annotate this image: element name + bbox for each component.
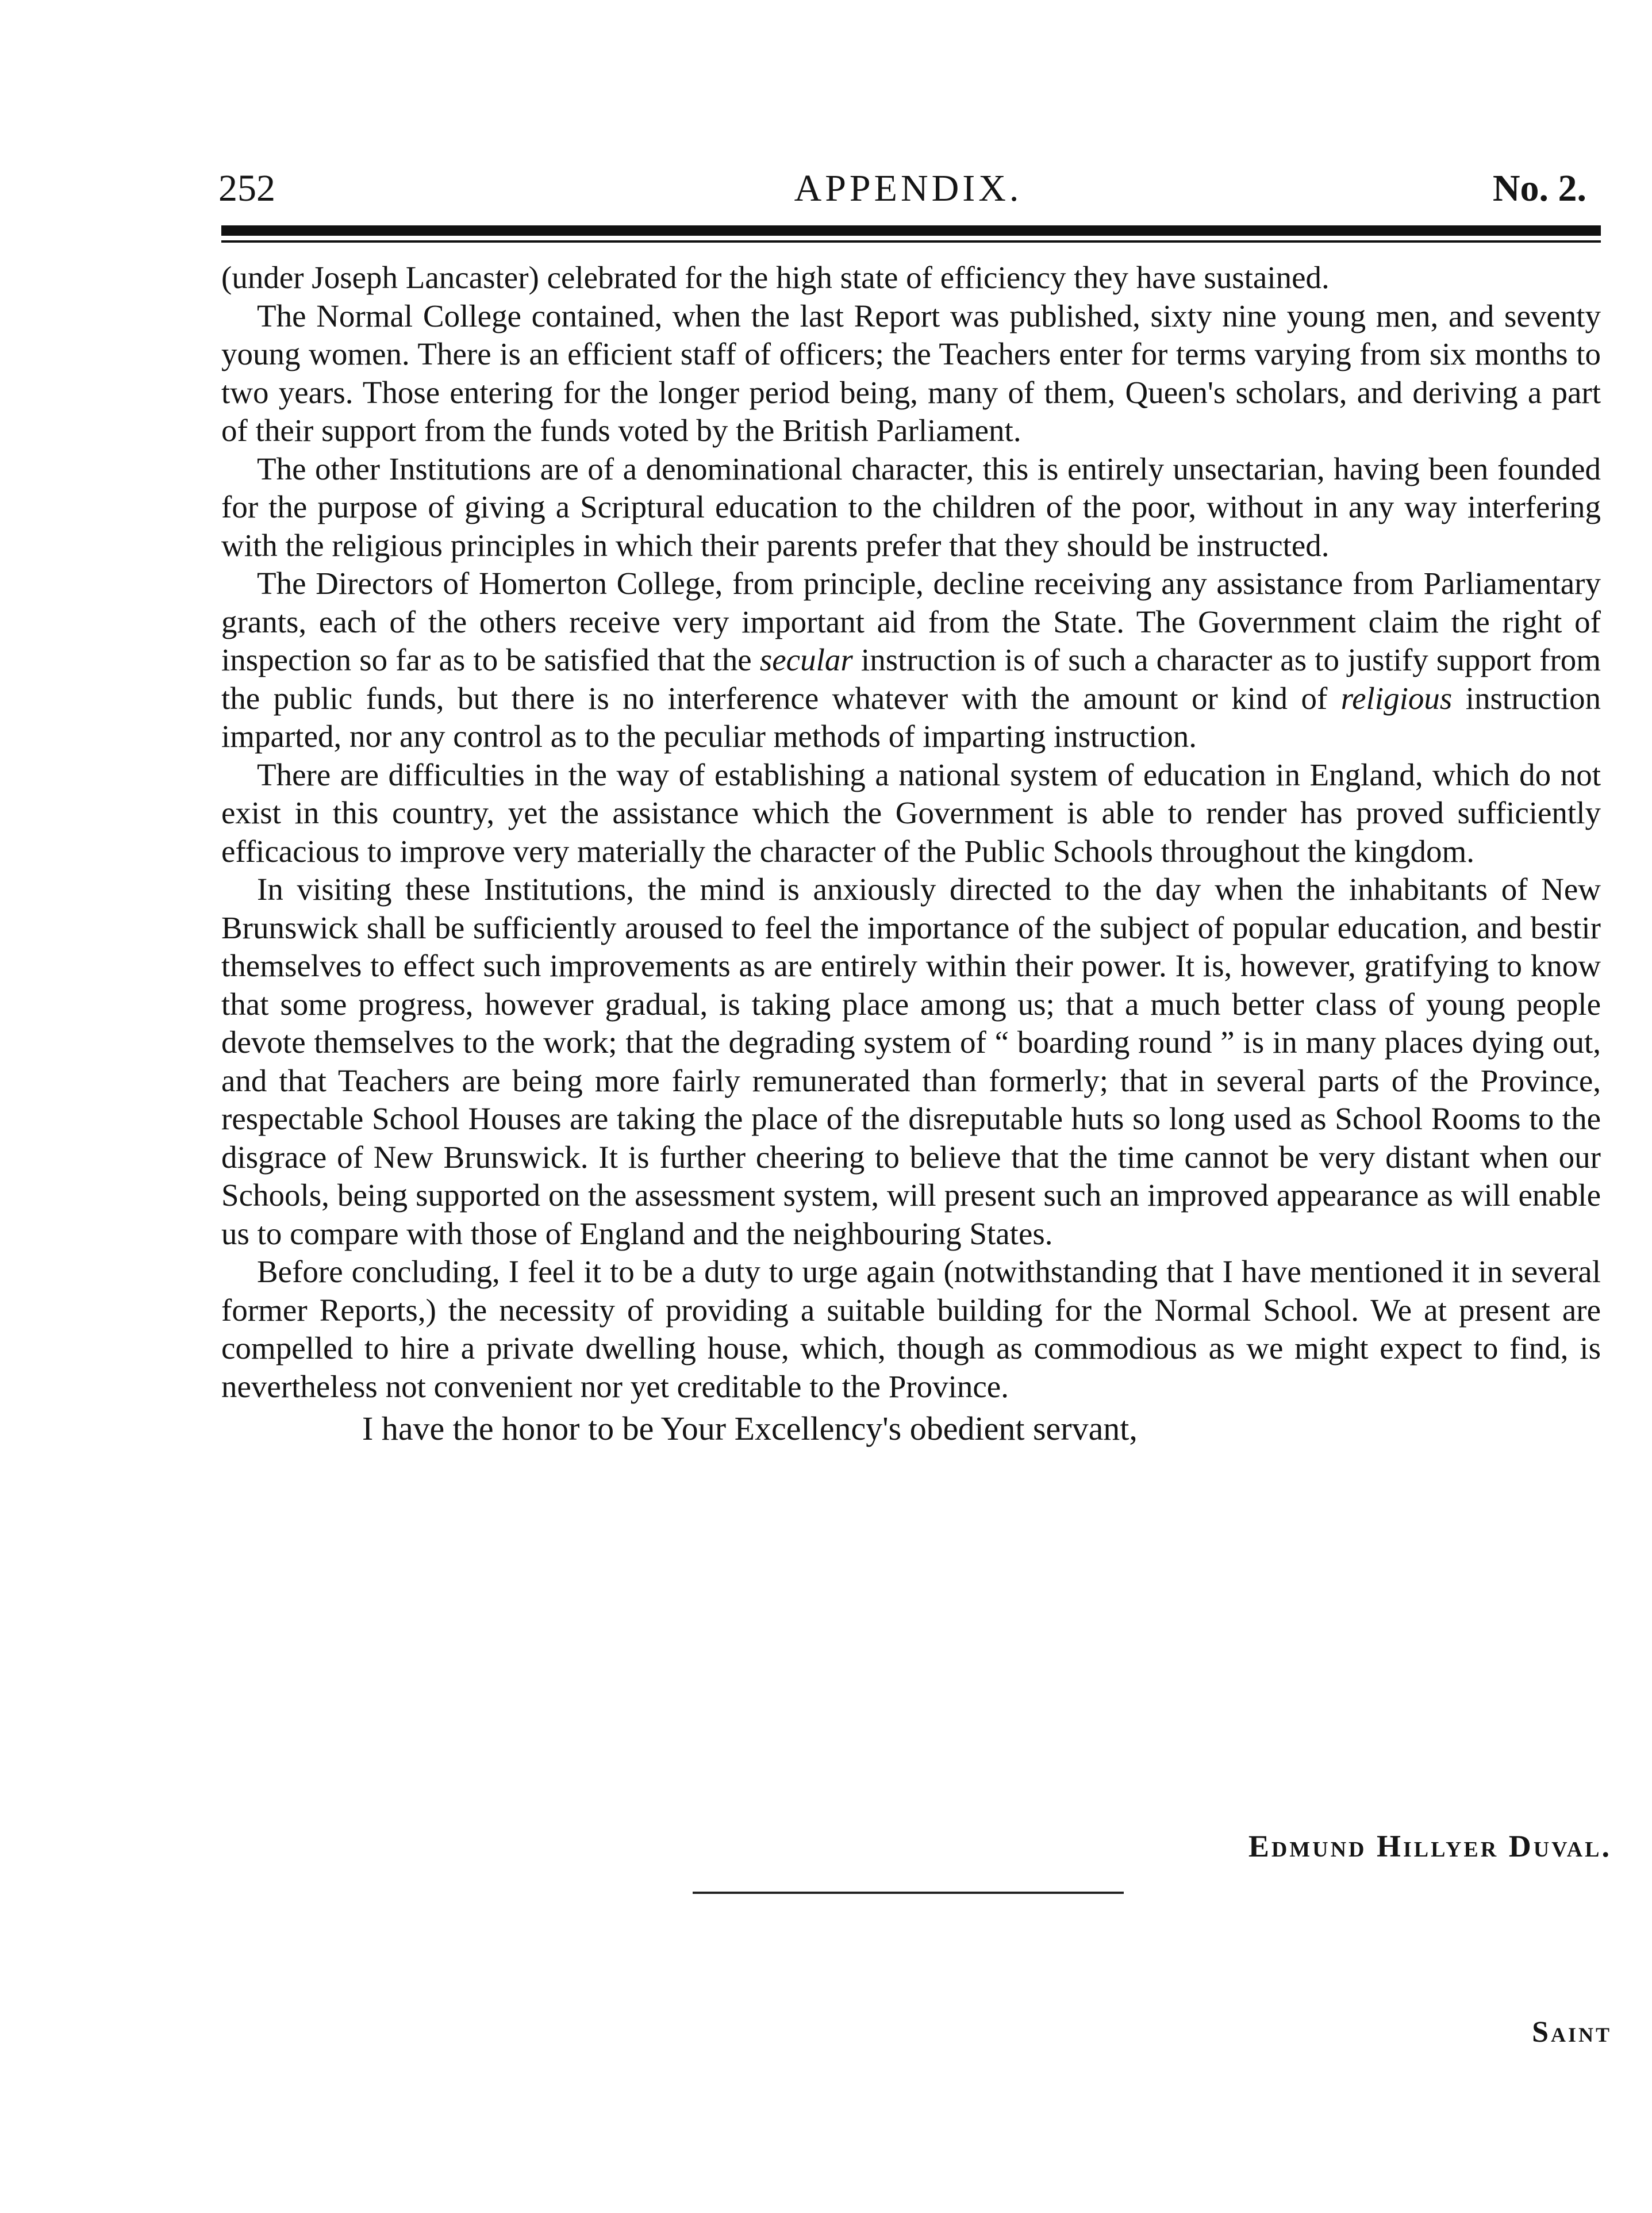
paragraph-homerton-college bbox=[221, 565, 1601, 756]
closing-line: I have the honor to be Your Excellency's obedient servant, bbox=[362, 1410, 1138, 1447]
italic-word-religious: religious bbox=[1340, 680, 1453, 716]
page-number: 252 bbox=[218, 167, 275, 209]
body-text bbox=[221, 259, 1601, 1452]
header-rule-thin bbox=[221, 240, 1601, 243]
paragraph-text: The Directors of Homerton College, from principle, decline receiving any assistance from Parliamentary grants, each of the others receive very important aid from the State. The Government claim the right of inspection so far as to be satisfied that the bbox=[221, 566, 1601, 677]
paragraph-national-system: There are difficulties in the way of establishing a national system of education in England, which do not exist in this country, yet the assistance which the Government is able to render has proved sufficiently efficacious to improve very materially the character of the Public Schools throughout the kingdom. bbox=[221, 757, 1601, 869]
signature: Edmund Hillyer Duval. bbox=[1248, 1829, 1612, 1863]
paragraph-other-institutions: The other Institutions are of a denominational character, this is entirely unsectarian, having been founded for the purpose of giving a Scriptural education to the children of the poor, without in any way interfering with the religious principles in which their parents prefer that they should be instructed. bbox=[221, 451, 1601, 563]
catchword: Saint bbox=[1532, 2016, 1612, 2049]
paragraph-text: instruction imparted, nor any control as to the peculiar methods of imparting instruction. bbox=[221, 680, 1601, 754]
paragraph-visiting-institutions: In visiting these Institutions, the mind is anxiously directed to the day when the inhabitants of New Brunswick shall be sufficiently aroused to feel the importance of the subject of popular education, and bestir themselves to effect such improvements as are entirely within their power. It is, however, gratifying to know that some progress, however gradual, is taking place among us; that a much better class of young people devote themselves to the work; that the degrading system of “ boarding round ” is in many places dying out, and that Teachers are being more fairly remunerated than formerly; that in several parts of the Province, respectable School Houses are taking the place of the disreputable huts so long used as School Rooms to the disgrace of New Brunswick. It is further cheering to believe that the time cannot be very distant when our Schools, being supported on the assessment system, will present such an improved appearance as will enable us to compare with those of England and the neighbouring States. bbox=[221, 872, 1601, 1251]
italic-word-secular: secular bbox=[759, 642, 853, 677]
paragraph-before-concluding: Before concluding, I feel it to be a duty to urge again (notwithstanding that I have mentioned it in several former Reports,) the necessity of providing a suitable building for the Normal School. We at present are compelled to hire a private dwelling house, which, though as commodious as we might expect to find, is nevertheless not convenient nor yet creditable to the Province. bbox=[221, 1254, 1601, 1404]
footer-rule bbox=[693, 1892, 1124, 1894]
running-title: APPENDIX. bbox=[794, 167, 1023, 209]
header-rule-thick bbox=[221, 225, 1601, 236]
paragraph-continuation: (under Joseph Lancaster) celebrated for the high state of efficiency they have sustained. bbox=[221, 260, 1330, 295]
section-number: No. 2. bbox=[1492, 167, 1586, 209]
page-header bbox=[218, 167, 1598, 218]
paragraph-normal-college: The Normal College contained, when the last Report was published, sixty nine young men, and seventy young women. There is an efficient staff of officers; the Teachers enter for terms varying from six months to two years. Those entering for the longer period being, many of them, Queen's scholars, and deriving a part of their support from the funds voted by the British Parliament. bbox=[221, 298, 1601, 448]
paragraph-text: instruction is of such a character as to justify support from the public funds, but there is no interference whatever with the amount or kind of bbox=[221, 642, 1601, 716]
